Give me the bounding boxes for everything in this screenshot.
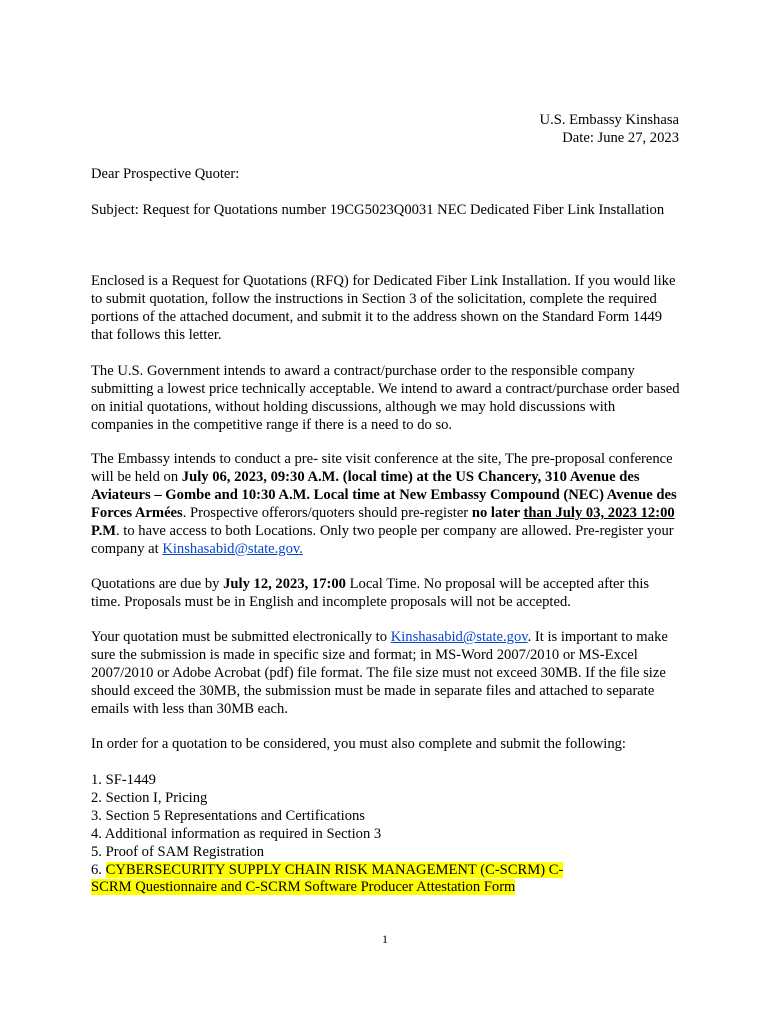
paragraph-site-visit: The Embassy intends to conduct a pre- site visit conference at the site, The pre-proposal conference will be held on July 06, 2023, 09:30 A.M. (local time) at the US Chancery, 310 Avenue des Aviateurs – Gombe and 10:30 A.M. Local time at New Embassy Compound (NEC) Avenue des Forces Armées. Prospective offerors/quoters should pre-register no later than July 03, 2023 12:00 P.M. to have access to both Locations. Only two people per company are allowed. Pre-register your company at Kinshasabid@state.gov. (91, 451, 677, 557)
page-number: 1 (382, 932, 388, 946)
paragraph-rfq-intro: Enclosed is a Request for Quotations (RFQ) for Dedicated Fiber Link Installation. If you would like to submit quotation, follow the instructions in Section 3 of the solicitation, complete the required portions of the attached document, and submit it to the address shown on the Standard Form 1449 that follows this letter. (91, 273, 676, 343)
letter-date: Date: June 27, 2023 (562, 129, 679, 146)
paragraph-award-intent: The U.S. Government intends to award a contract/purchase order to the responsible company submitting a lowest price technically acceptable. We intend to award a contract/purchase order based on initial quotations, without holding discussions, although we may hold discussions with companies in the competitive range if there is a need to do so. (91, 363, 680, 433)
subject-line: Subject: Request for Quotations number 19CG5023Q0031 NEC Dedicated Fiber Link Installation (91, 202, 665, 218)
paragraph-submission: Your quotation must be submitted electronically to Kinshasabid@state.gov. It is important to make sure the submission is made in specific size and format; in MS-Word 2007/2010 or MS-Excel 2007/2010 or Adobe Acrobat (pdf) file format. The file size must not exceed 30MB. If the file size should exceed the 30MB, the submission must be made in separate files and attached to separate emails with less than 30MB each. (91, 629, 668, 717)
list-item: 3. Section 5 Representations and Certifications (91, 807, 365, 824)
list-item-cscrm: 6. CYBERSECURITY SUPPLY CHAIN RISK MANAGEMENT (C-SCRM) C-SCRM Questionnaire and C-SCRM Software Producer Attestation Form (91, 861, 564, 896)
preregister-email-link[interactable]: Kinshasabid@state.gov. (162, 540, 303, 557)
list-item: 5. Proof of SAM Registration (91, 843, 265, 860)
letter-header (540, 112, 679, 148)
paragraph-requirements-intro: In order for a quotation to be considered, you must also complete and submit the following: (91, 736, 626, 752)
list-item: 2. Section I, Pricing (91, 789, 208, 806)
requirements-list (91, 772, 681, 897)
list-item: 4. Additional information as required in Section 3 (91, 825, 382, 842)
paragraph-due-date: Quotations are due by July 12, 2023, 17:00 Local Time. No proposal will be accepted after this time. Proposals must be in English and incomplete proposals will not be accepted. (91, 576, 650, 610)
submission-email-link[interactable]: Kinshasabid@state.gov (390, 629, 528, 645)
sender-org: U.S. Embassy Kinshasa (539, 112, 679, 128)
highlighted-text: CYBERSECURITY SUPPLY CHAIN RISK MANAGEMENT (C-SCRM) C-SCRM Questionnaire and C-SCRM Software Producer Attestation Form (91, 861, 564, 896)
list-item: 1. SF-1449 (91, 772, 156, 788)
salutation: Dear Prospective Quoter: (91, 166, 240, 182)
